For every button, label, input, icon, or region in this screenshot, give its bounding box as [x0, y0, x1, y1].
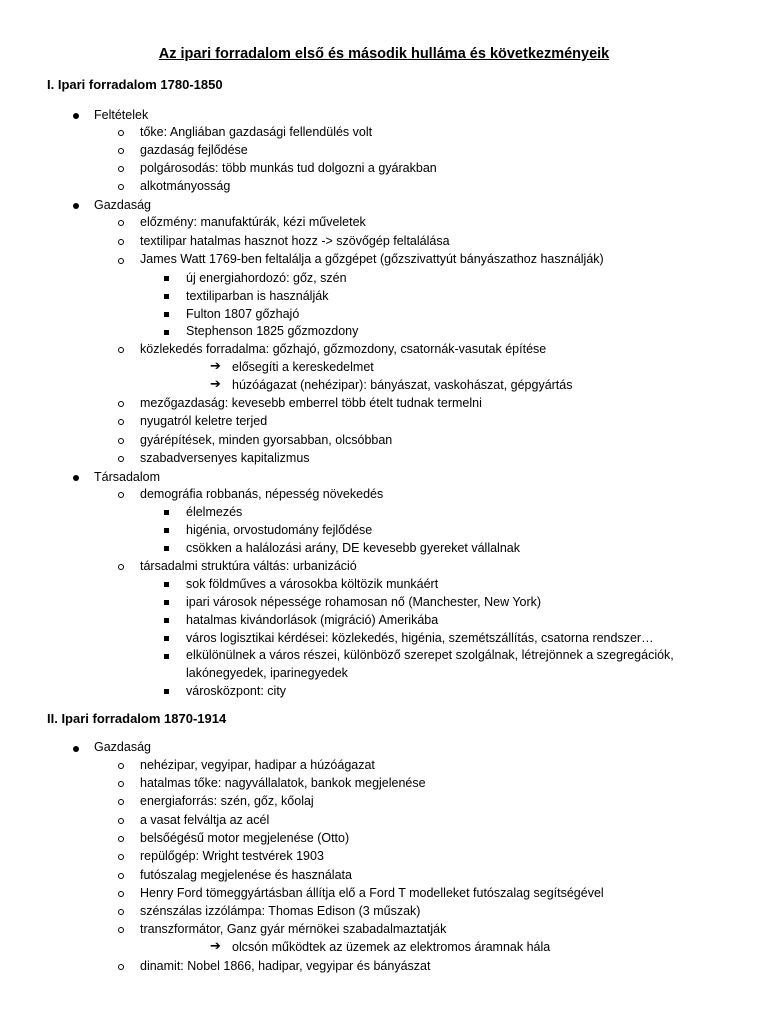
- list-item: tőke: Angliában gazdasági fellendülés volt: [140, 125, 373, 139]
- list-item: a vasat felváltja az acél: [140, 813, 270, 827]
- square-bullet-icon: [164, 689, 169, 694]
- list-item: Társadalom: [94, 470, 160, 484]
- circle-bullet-icon: [118, 799, 124, 805]
- list-item: városközpont: city: [186, 684, 287, 698]
- arrow-icon: ➔: [210, 938, 221, 953]
- list-item: Feltételek: [94, 108, 149, 122]
- circle-bullet-icon: [118, 564, 124, 570]
- list-item: higénia, orvostudomány fejlődése: [186, 523, 373, 537]
- square-bullet-icon: [164, 600, 169, 605]
- circle-bullet-icon: [118, 220, 124, 226]
- page-title: Az ipari forradalom első és második hulláma és következményeik: [158, 46, 610, 62]
- square-bullet-icon: [164, 546, 169, 551]
- list-item: ipari városok népessége rohamosan nő (Manchester, New York): [186, 595, 542, 609]
- list-item: transzformátor, Ganz gyár mérnökei szabadalmaztatják: [140, 922, 447, 936]
- circle-bullet-icon: [118, 258, 124, 264]
- list-item: alkotmányosság: [140, 179, 231, 193]
- arrow-icon: ➔: [210, 358, 221, 373]
- list-item: hatalmas tőke: nagyvállalatok, bankok megjelenése: [140, 776, 426, 790]
- bullet-icon: [73, 203, 79, 209]
- list-item: előzmény: manufaktúrák, kézi műveletek: [140, 215, 366, 229]
- circle-bullet-icon: [118, 818, 124, 824]
- list-item: olcsón működtek az üzemek az elektromos áramnak hála: [232, 940, 551, 954]
- circle-bullet-icon: [118, 854, 124, 860]
- square-bullet-icon: [164, 294, 169, 299]
- list-item: nehézipar, vegyipar, hadipar a húzóágazat: [140, 758, 375, 772]
- bullet-icon: [73, 746, 79, 752]
- list-item: város logisztikai kérdései: közlekedés, higénia, szemétszállítás, csatorna rendszer…: [186, 631, 654, 645]
- square-bullet-icon: [164, 276, 169, 281]
- circle-bullet-icon: [118, 166, 124, 172]
- circle-bullet-icon: [118, 492, 124, 498]
- square-bullet-icon: [164, 510, 169, 515]
- square-bullet-icon: [164, 528, 169, 533]
- list-item: szabadversenyes kapitalizmus: [140, 451, 310, 465]
- circle-bullet-icon: [118, 438, 124, 444]
- list-item: sok földműves a városokba költözik munkáért: [186, 577, 439, 591]
- list-item: húzóágazat (nehézipar): bányászat, vaskohászat, gépgyártás: [232, 378, 573, 392]
- list-item: demográfia robbanás, népesség növekedés: [140, 487, 384, 501]
- circle-bullet-icon: [118, 347, 124, 353]
- list-item: közlekedés forradalma: gőzhajó, gőzmozdony, csatornák-vasutak építése: [140, 342, 547, 356]
- circle-bullet-icon: [118, 873, 124, 879]
- list-item: Stephenson 1825 gőzmozdony: [186, 324, 359, 338]
- list-item: futószalag megjelenése és használata: [140, 868, 352, 882]
- section-heading-1: I. Ipari forradalom 1780-1850: [47, 77, 223, 92]
- circle-bullet-icon: [118, 927, 124, 933]
- list-item: dinamit: Nobel 1866, hadipar, vegyipar és bányászat: [140, 959, 431, 973]
- circle-bullet-icon: [118, 419, 124, 425]
- circle-bullet-icon: [118, 836, 124, 842]
- circle-bullet-icon: [118, 239, 124, 245]
- square-bullet-icon: [164, 312, 169, 317]
- list-item: Gazdaság: [94, 740, 151, 754]
- list-item: új energiahordozó: gőz, szén: [186, 271, 347, 285]
- list-item: gazdaság fejlődése: [140, 143, 248, 157]
- arrow-icon: ➔: [210, 376, 221, 391]
- circle-bullet-icon: [118, 763, 124, 769]
- square-bullet-icon: [164, 330, 169, 335]
- list-item: elősegíti a kereskedelmet: [232, 360, 374, 374]
- list-item: társadalmi struktúra váltás: urbanizáció: [140, 559, 357, 573]
- square-bullet-icon: [164, 654, 169, 659]
- section-heading-2: II. Ipari forradalom 1870-1914: [47, 711, 227, 726]
- list-item: Fulton 1807 gőzhajó: [186, 307, 300, 321]
- circle-bullet-icon: [118, 781, 124, 787]
- list-item: csökken a halálozási arány, DE kevesebb gyereket vállalnak: [186, 541, 520, 555]
- list-item: textiliparban is használják: [186, 289, 329, 303]
- circle-bullet-icon: [118, 891, 124, 897]
- circle-bullet-icon: [118, 184, 124, 190]
- circle-bullet-icon: [118, 456, 124, 462]
- list-item: hatalmas kivándorlások (migráció) Amerikába: [186, 613, 439, 627]
- list-item: Gazdaság: [94, 198, 151, 212]
- list-item: élelmezés: [186, 505, 243, 519]
- circle-bullet-icon: [118, 401, 124, 407]
- circle-bullet-icon: [118, 148, 124, 154]
- list-item: polgárosodás: több munkás tud dolgozni a gyárakban: [140, 161, 437, 175]
- list-item: nyugatról keletre terjed: [140, 414, 268, 428]
- list-item: Henry Ford tömeggyártásban állítja elő a Ford T modelleket futószalag segítségével: [140, 886, 604, 900]
- square-bullet-icon: [164, 582, 169, 587]
- bullet-icon: [73, 113, 79, 119]
- list-item: belsőégésű motor megjelenése (Otto): [140, 831, 350, 845]
- list-item-continuation: lakónegyedek, iparinegyedek: [186, 666, 348, 680]
- circle-bullet-icon: [118, 909, 124, 915]
- list-item: szénszálas izzólámpa: Thomas Edison (3 műszak): [140, 904, 421, 918]
- list-item: mezőgazdaság: kevesebb emberrel több ételt tudnak termelni: [140, 396, 482, 410]
- list-item: energiaforrás: szén, gőz, kőolaj: [140, 794, 314, 808]
- list-item: gyárépítések, minden gyorsabban, olcsóbban: [140, 433, 393, 447]
- bullet-icon: [73, 475, 79, 481]
- square-bullet-icon: [164, 618, 169, 623]
- square-bullet-icon: [164, 636, 169, 641]
- list-item: James Watt 1769-ben feltalálja a gőzgépet (gőzszivattyút bányászathoz használják): [140, 252, 604, 266]
- circle-bullet-icon: [118, 130, 124, 136]
- list-item: textilipar hatalmas hasznot hozz -> szövőgép feltalálása: [140, 234, 450, 248]
- list-item: elkülönülnek a város részei, különböző szerepet szolgálnak, létrejönnek a szegregációk,: [186, 648, 674, 662]
- circle-bullet-icon: [118, 964, 124, 970]
- list-item: repülőgép: Wright testvérek 1903: [140, 849, 324, 863]
